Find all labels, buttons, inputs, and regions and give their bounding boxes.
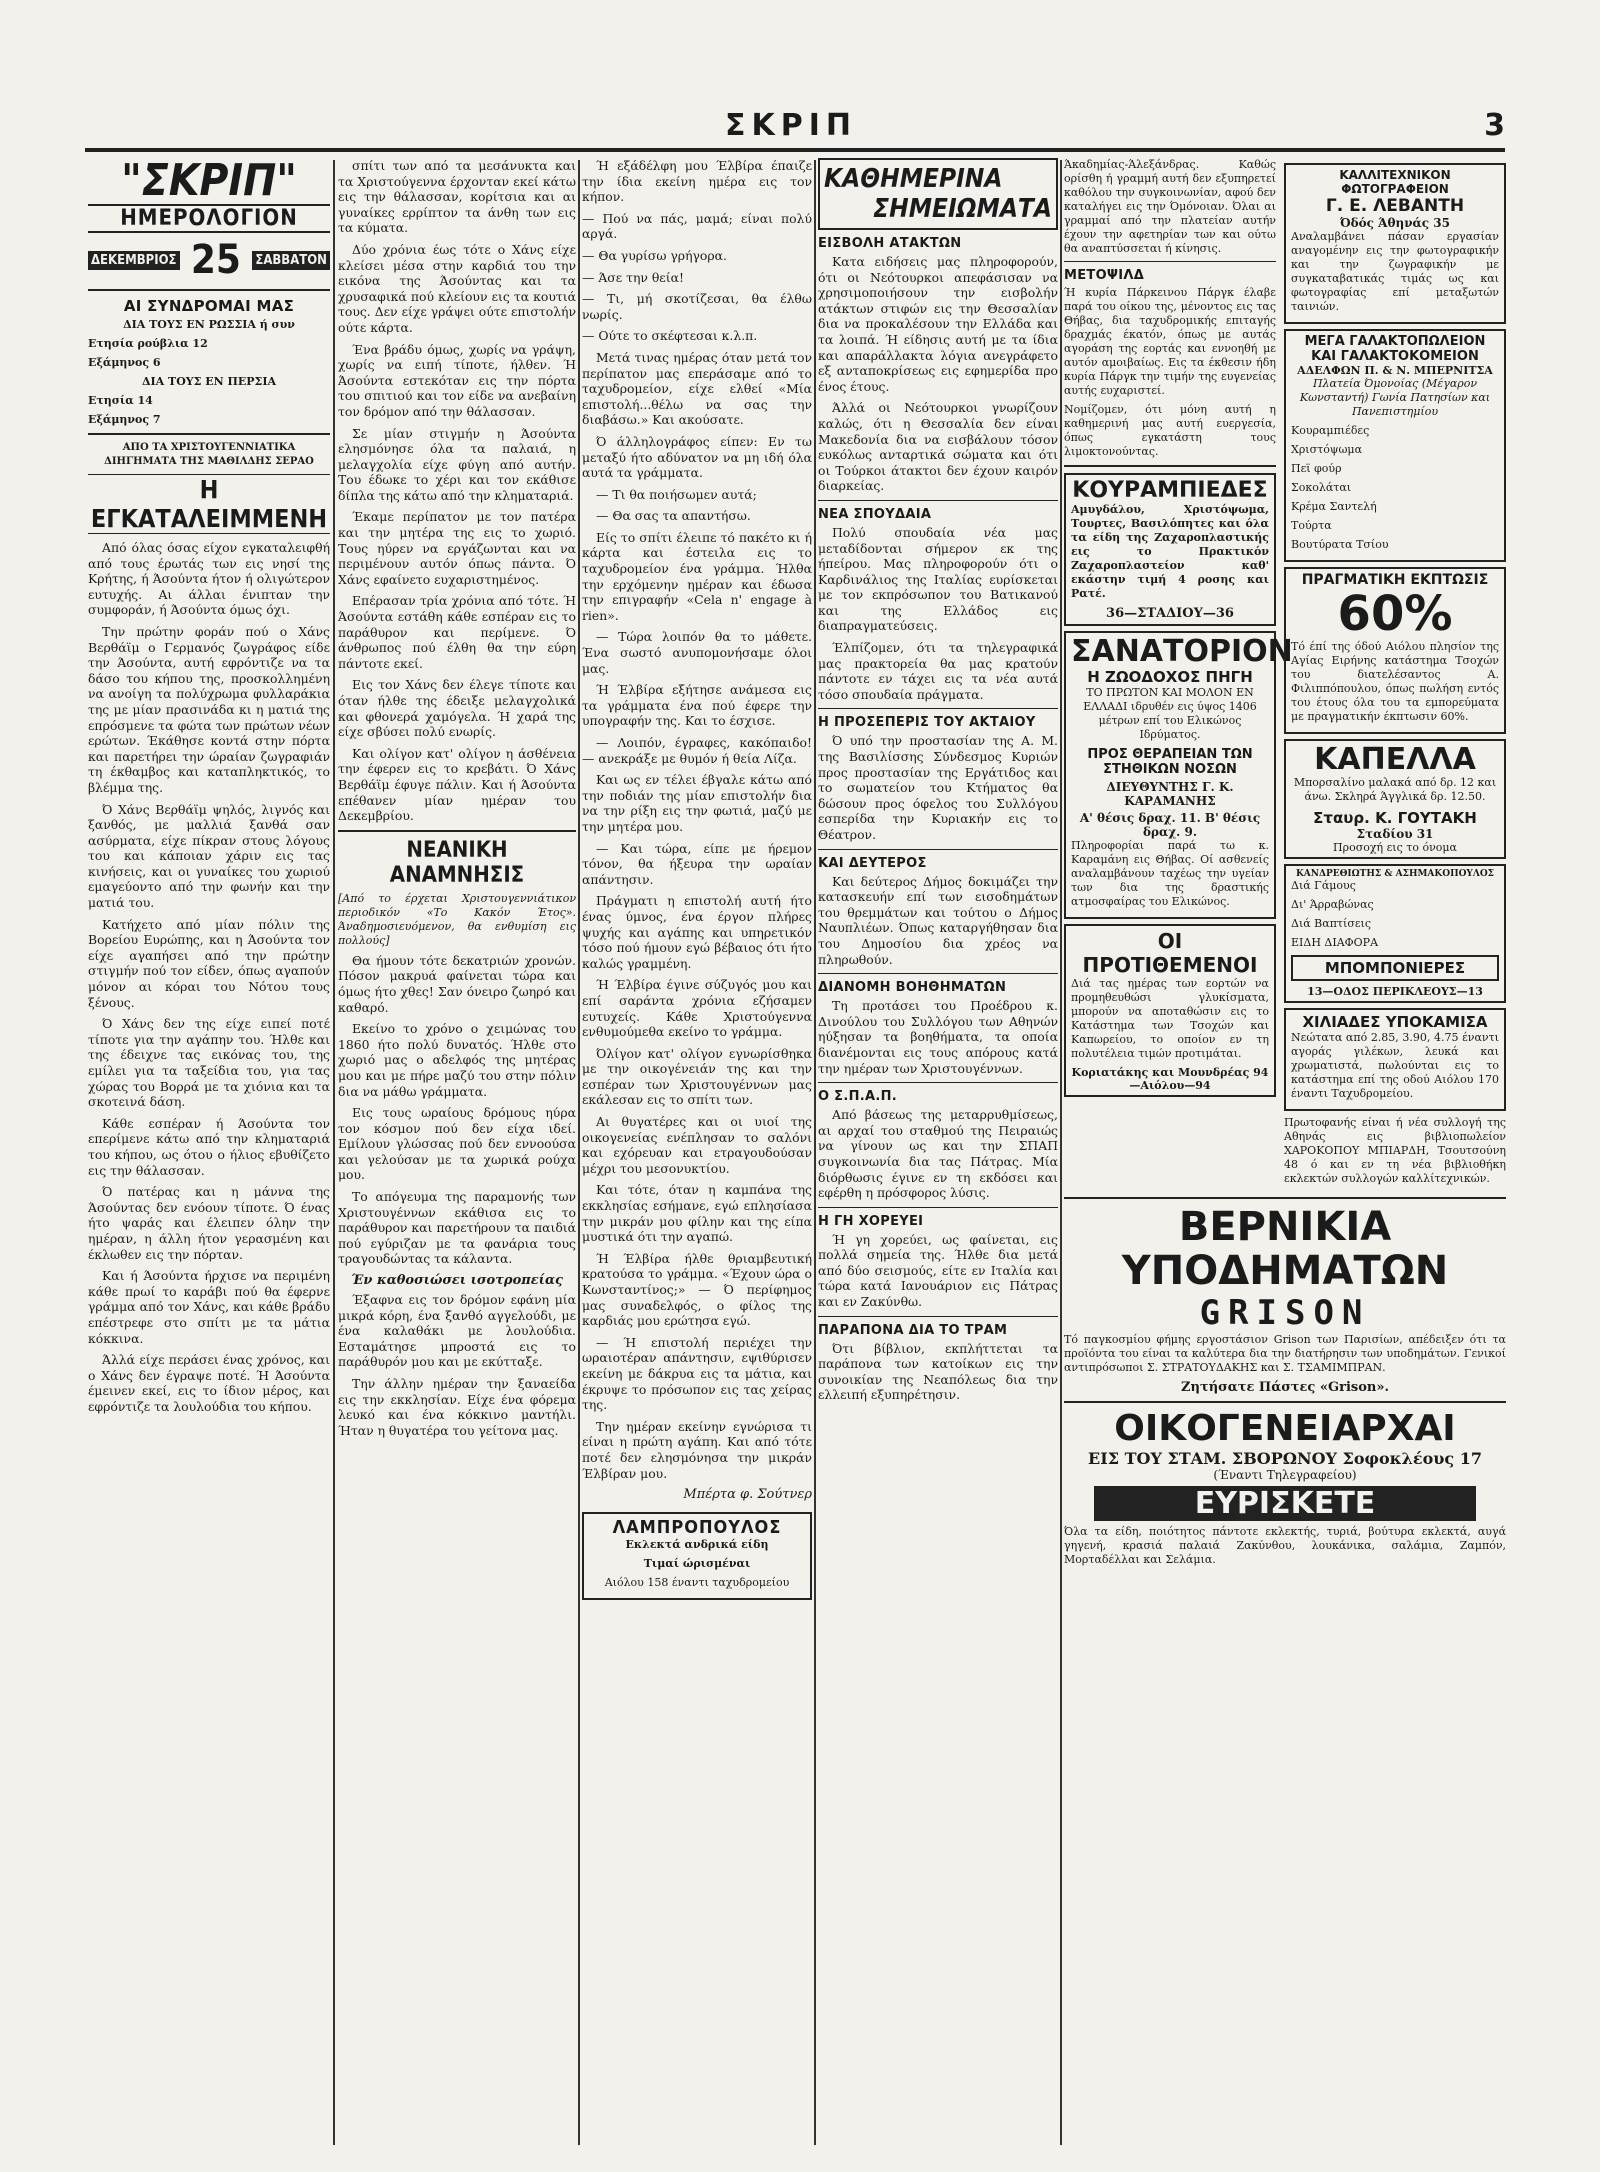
column-4	[818, 158, 1058, 2143]
article-paragraph: Ή Έλβίρα εξήτησε ανάμεσα εις τα γράμματα ένα πού έφερε την υπογραφήν της. Και το έσχισε.	[582, 682, 812, 729]
ad-item: Δι' Άρραβώνας	[1291, 898, 1374, 911]
divider	[818, 1316, 1058, 1317]
article-paragraph: Θα ήμουν τότε δεκατριών χρονών. Πόσον μακρυά φαίνεται τώρα και όμως ήτο χθες! Σαν όνειρο ζωηρό και καθαρό.	[338, 952, 576, 1015]
author-signature: Μπέρτα φ. Σούτνερ	[683, 1487, 812, 1503]
ad-text: Όλα τα είδη, ποιότητος πάντοτε εκλεκτής, τυριά, βούτυρα εκλεκτά, αυγά γηγενή, κρασιά παλαιά Ζακύνθου, λουκάνικα, σαλάμια, Ζαμπόν, Μορταδέλλαι και Σελάμια.	[1064, 1525, 1506, 1566]
page-number: 3	[1484, 108, 1505, 143]
lampropoulos-ad	[582, 1512, 812, 1600]
ad-line: Εκλεκτά ανδρικά είδη	[625, 1538, 769, 1552]
news-paragraph: Πολύ σπουδαία νέα μας μεταδίδονται σήμερον εκ της ήπείρου. Μας πληροφορούν ότι ο Καρδινάλιος της Ιταλίας ευρίσκεται με τον εκπρόσωπον του Βατικανού και της Ελλάδος εις διαπραγματεύσεις.	[818, 524, 1058, 634]
article-paragraph: Εκείνο το χρόνο ο χειμώνας του 1860 ήτο πολύ δυνατός. Ήλθε στο χωριό μας ο αδελφός της μητέρας μου και με πήρε μαζύ του στην πόλιν δια να μάθω γράμματα.	[338, 1021, 576, 1099]
ad-title: ΜΕΓΑ ΓΑΛΑΚΤΟΠΩΛΕΙΟΝ ΚΑΙ ΓΑΛΑΚΤΟΚΟΜΕΙΟΝ	[1304, 334, 1486, 364]
story-paragraph: Από όλας όσας είχον εγκαταλειφθή από τους έρωτάς των εις νησί της Κρήτης, ή Άσούντα ήτον ή ολιγώτερον ευτυχής. Αι άλλαι ένιπταν την συμφοράν, ή Άσούντα όμως όχι.	[88, 540, 330, 618]
column-1	[88, 158, 330, 2143]
news-paragraph: Ή κυρία Πάρκεινου Πάργκ έλαβε παρά του οίκου της, μένοντος εις τας Θήβας, δια ταχυδρομικής επιταγής δραχμάς έκατόν, όπως με αυτάς αγοράση της εορτάς και εννοηθή με αυτόν αμοιβαίως. Εις τα έκθεσιν ήδη κυρία Πάργκ την τιμήν της ευγενείας αυτής ευχαριστεί.	[1064, 286, 1276, 397]
article-paragraph: — Ή επιστολή περιέχει την ωραιοτέραν απάντησιν, εψιθύρισεν εκείνη με δάκρυα εις τα μάτια, και έκρυψε το πρόσωπον εις τας χείρας της.	[582, 1334, 812, 1413]
ad-address: 36—ΣΤΑΔΙΟΥ—36	[1106, 606, 1234, 621]
section-title: ΝΕΑΝΙΚΗ ΑΝΑΜΝΗΣΙΣ	[389, 837, 525, 888]
article-paragraph: Ό άλληλογράφος είπεν: Εν τω μεταξύ ήτο αδύνατον να μη ιδή όλα αυτά τα γράμματα.	[582, 433, 812, 481]
ad-name: Γ. Ε. ΛΕΒΑΝΤΗ	[1325, 196, 1465, 216]
article-paragraph: Είς το σπίτι έλειπε τό πακέτο κι ή κάρτα και έστειλα εις το ταχυδρομείον ένα γράμμα. Ήλθα την ερχόμενην ημέραν και έδωσα την επιγραφήν «Cela n' engage à rien».	[582, 529, 812, 623]
dairy-ad	[1284, 329, 1506, 562]
ad-text: Νεώτατα από 2.85, 3.90, 4.75 έναντι αγοράς γιλέκων, λευκά και χρωματιστά, πωλούνται εις το κατάστημα επί της οδού Αιόλου 170 έναντι Ταχυδρομείου.	[1291, 1031, 1499, 1100]
ads-top-region	[1064, 158, 1506, 1191]
ad-item: Κουραμπιέδες	[1291, 424, 1370, 437]
article-paragraph: Ή Έλβίρα ήλθε θριαμβευτική κρατούσα το γράμμα. «Έχουν ώρα ο Κωνσταντίνος;» — Ό περίφημος μας συναδελφός, ο φίλος της καρδιάς μου ερώτησα εγώ.	[582, 1250, 812, 1329]
dialog-line: — Θα γυρίσω γρήγορα.	[582, 247, 727, 263]
ad-item: Χριστόψωμα	[1291, 443, 1363, 456]
ad-title: ΚΑΛΛΙΤΕΧΝΙΚΟΝ ΦΩΤΟΓΡΑΦΕΙΟΝ	[1339, 168, 1451, 196]
ad-item: Σοκολάται	[1291, 481, 1352, 494]
ad-item: Κρέμα Σαντελή	[1291, 500, 1377, 513]
news-paragraph: Ότι βίβλιον, εκπλήττεται τα παράπονα των κατοίκων εις την συνοικίαν της Νεαπόλεως δια την ελλειπή εξυπηρέτησιν.	[818, 1340, 1058, 1403]
masthead-title: ΣΚΡΙΠ	[725, 108, 857, 143]
ad-item: Τούρτα	[1291, 519, 1332, 532]
article-paragraph: — Θα σας τα απαντήσω.	[596, 508, 751, 524]
divider	[1064, 1401, 1506, 1403]
family-heads-ad	[1064, 1409, 1506, 1567]
column-divider	[578, 160, 580, 2145]
ad-price: Α' θέσις δραχ. 11. Β' θέσις δραχ. 9.	[1079, 811, 1261, 839]
ad-text: Αμυγδάλου, Χριστόψωμα, Τουρτες, Βασιλόπητες και όλα τα είδη της Ζαχαροπλαστικής εις το Πρακτικόν Ζαχαροπλαστείον καθ' εκάστην τιμή 4 ροσης και Ρατέ.	[1071, 503, 1269, 600]
subscription-line: Ετησία 14	[88, 394, 153, 407]
subscription-line: Εξάμηνος 6	[88, 356, 161, 369]
article-paragraph: Εις τους ωραίους δρόμους ηύρα τον κόσμον πού δεν είχα ιδεί. Εμίλουν γλώσσας πού δεν εννοούσα και γελούσαν με τα χωρικά ρούχα μου.	[338, 1105, 576, 1183]
subscriptions-russia: ΔΙΑ ΤΟΥΣ ΕΝ ΡΩΣΣΙΑ ή συν	[123, 318, 295, 331]
news-paragraph: Τη προτάσει του Προέδρου κ. Δινούλου του Συλλόγου των Αθηνών ηύξησαν τα βοηθήματα, τα οποία διανέμονται εις τους απόρους κατά την ημέραν των Χριστουγέννων.	[818, 998, 1058, 1076]
news-paragraph: Έλπίζομεν, ότι τα τηλεγραφικά μας πρακτορεία θα μας κρατούν πάντοτε εν τάχει εις τα νέα αυτά τόσο σπουδαία πράγματα.	[818, 640, 1058, 702]
bookshop-ad: Πρωτοφανής είναι ή νέα συλλογή της Αθηνάς εις βιβλιοπωλείον ΧΑΡΟΚΟΠΟΥ ΜΠΙΑΡΔΗ, Τσουτσούνη 48 ό και εν τη νέα βιβλιοθήκη εκλεκτών συλλογών καλλίτεχνικών.	[1284, 1116, 1506, 1185]
story-paragraph: Την πρώτην φοράν πού ο Χάνς Βερθάϊμ ο Γερμανός ζωγράφος είδε την Άσούντα, αυτή εφρόντιζε να τα δάσο του κήπου της, προσκολλημένη να ανοίγη τα πολύχρωμα φυλλαράκια της με μίαν πρασινάδα κι η ματιά της επρόσμενε τα φώτα των πρώτων νέων ερώτων. Έκάθησε κοντά στην πόρτα και παρετήρει την ώραίαν ζωγραφιάν τη έκθαμβος και καταπληκτικός, το βλέμμα της.	[88, 623, 330, 795]
column-5	[1064, 158, 1506, 2143]
news-paragraph: Άλλά οι Νεότουρκοι γνωρίζουν καλώς, ότι η Θεσσαλία δεν είναι Μακεδονία δια να εισβάλουν τόσον ευκόλως ανταρτικά σώματα και ότι οι Τούρκοι άτακτοι δεν έχουν καιρόν διαρκείας.	[818, 400, 1058, 494]
discount-ad	[1284, 567, 1506, 734]
story-title: Η ΕΓΚΑΤΑΛΕΙΜΜΕΝΗ	[88, 474, 330, 534]
divider	[1064, 465, 1276, 467]
ad-title: ΣΑΝΑΤΟΡΙΟΝ	[1071, 634, 1293, 669]
divider	[88, 433, 330, 435]
ad-title: ΒΕΡΝΙΚΙΑ ΥΠΟΔΗΜΑΤΩΝ	[1121, 1204, 1449, 1294]
daily-notes-header	[818, 158, 1058, 230]
ad-footer: Κοριατάκης και Μουνδρέας 94—Αιόλου—94	[1071, 1066, 1269, 1092]
story-paragraph: Ό Χάνς δεν της είχε ειπεί ποτέ τίποτε για την αγάπην του. Ήλθε και της έδειχνε τας εικόνας του, της εμίλει για τα ταξείδια του, για τας χώρας του Βορρά με τα χιόνια και τα σκοτεινά δάση.	[88, 1016, 330, 1110]
news-paragraph: Ή γη χορεύει, ως φαίνεται, εις πολλά σημεία της. Ήλθε δια μετά από δύο σεισμούς, είτε εν Ιταλία και τώρα κατά Ιανουάριον εις Πάτρας και εν Ζακύνθω.	[818, 1231, 1058, 1310]
subscription-line: Εξάμηνος 7	[88, 413, 161, 426]
ad-big-word: ΕΥΡΙΣΚΕΤΕ	[1094, 1486, 1476, 1521]
dialog-line: — Τι, μή σκοτίζεσαι, θα έλθω νωρίς.	[582, 291, 812, 322]
story-paragraph: Άλλά είχε περάσει ένας χρόνος, και ο Χάνς δεν έγραψε ποτέ. Ή Άσούντα έμεινεν εκεί, εις το ίδιον μέρος, και εφρόντιζε τα λουλούδια του κήπου.	[88, 1352, 330, 1414]
ad-stamp: ΜΠΟΜΠΟΝΙΕΡΕΣ	[1291, 955, 1499, 981]
ad-address: Σταδίου 31	[1356, 827, 1434, 841]
story-paragraph: σπίτι των από τα μεσάνυκτα και τα Χριστούγεννα έρχονταν εκεί κάτω εις την θάλασσαν, κορίτσια και αι γυναίκες ερρίπτον τα άνθη των εις τα κύματα.	[338, 158, 576, 236]
ad-item: Διά Γάμους	[1291, 879, 1356, 892]
article-paragraph: Και τότε, όταν η καμπάνα της εκκλησίας εσήμανε, εγώ επλησίασα την μικράν μου φίλην και της είπα μυστικά ότι την αγαπώ.	[582, 1182, 812, 1245]
divider	[1064, 261, 1276, 262]
divider	[1064, 1197, 1506, 1199]
news-paragraph: Κατα ειδήσεις μας πληροφορούν, ότι οι Νεότουρκοι απεφάσισαν να χρησιμοποιήσουν την εισβολήν ατάκτων στιφών εις την Θεσσαλίαν δια να προκαλέσουν την Ελλάδα και τα λοιπά. Ή είδησις αυτή με τα ίδια και απαράλλακτα λόγια ανεγράφετο εξ ανταποκρίσεως εις εφημερίδα προ ένος έτους.	[818, 254, 1058, 394]
series-note: ΑΠΟ ΤΑ ΧΡΙΣΤΟΥΓΕΝΝΙΑΤΙΚΑ ΔΙΗΓΗΜΑΤΑ ΤΗΣ ΜΑΘΙΛΔΗΣ ΣΕΡΑΟ	[104, 442, 314, 467]
ad-item: ΕΙΔΗ ΔΙΑΦΟΡΑ	[1291, 936, 1379, 949]
ad-item: Βουτύρατα Τσίου	[1291, 538, 1389, 551]
ad-item: Διά Βαπτίσεις	[1291, 917, 1372, 930]
ad-address: Όδός Άθηνάς 35	[1340, 216, 1450, 230]
ad-line: Τιμαί ώρισμέναι	[643, 1557, 751, 1571]
article-paragraph: Και ως εν τέλει έβγαλε κάτω από την ποδιάν της μίαν επιστολήν δια να την ρίξη εις την φωτιά, μαζύ με την μητέρα μου.	[582, 772, 812, 834]
bomboniere-ad	[1284, 864, 1506, 1003]
ad-address: 13—ΟΔΟΣ ΠΕΡΙΚΛΕΟΥΣ—13	[1307, 985, 1483, 998]
news-paragraph: Άκαδημίας-Άλεξάνδρας. Καθώς ορίσθη ή γραμμή αυτή δεν εξυπηρετεί καθόλου την συγκοινωνίαν, αφού δεν καταλήγει εις την Όμόνοιαν. Όλαι αι γραμμαί από την πλατείαν αυτήν έχουν την αφετηρίαν των και ούτω θα αναπτύσσεται ή κίνησις.	[1064, 158, 1276, 255]
sanatorium-ad	[1064, 631, 1293, 919]
ad-subtitle: ΑΔΕΛΦΩΝ Π. & Ν. ΜΠΕΡΝΙΤΣΑ	[1297, 364, 1493, 377]
article-paragraph: — Τι θα ποιήσωμεν αυτά;	[596, 486, 757, 502]
news-heading: Η ΓΗ ΧΟΡΕΥΕΙ	[818, 1213, 924, 1229]
divider	[818, 1207, 1058, 1208]
calendar-weekday: ΣΑΒΒΑΤΟΝ	[252, 251, 330, 270]
ad-text: Διά τας ημέρας των εορτών να προμηθευθώσι γλυκίσματα, μπορούν να αποταθώσιν εις το Κατάστημα των Τσοχών και Καπωρείου, το οποίον εν τη πολυτέλεια τιμών προτιμάται.	[1071, 977, 1269, 1060]
story-paragraph: Κατήχετο από μίαν πόλιν της Βορείου Ευρώπης, και η Άσούντα τον είχε αγαπήσει από την πρώτην στιγμήν πού τον είδεν, όπως αγαπούν μόνον αι κόραι του Νότου τους ξένους.	[88, 916, 330, 1010]
divider	[818, 708, 1058, 709]
divider	[818, 1082, 1058, 1083]
ad-title: ΚΑΝΔΡΕΘΙΩΤΗΣ & ΑΣΗΜΑΚΟΠΟΥΛΟΣ	[1295, 869, 1495, 879]
story-paragraph: Κάθε εσπέραν ή Άσούντα τον επερίμενε κάτω από την κληματαριά του κήπου, ως ότου ο ήλιος εβυθίζετο εις την θάλασσαν.	[88, 1115, 330, 1178]
news-paragraph: Από βάσεως της μεταρρυθμίσεως, αι αρχαί του σταθμού της Πειραιώς να γίνουν ως και την ΣΠΑΠ συγκοινωνία δια τας Πάτρας. Μία διόρθωσις έγινε εν τη εκδόσει και εφέρθη η πρόσφορος λύσις.	[818, 1107, 1058, 1201]
news-heading: Η ΠΡΟΣΕΠΕΡΙΣ ΤΟΥ ΑΚΤΑΙΟΥ	[818, 715, 1036, 731]
ad-title: ΛΑΜΠΡΟΠΟΥΛΟΣ	[612, 1517, 782, 1539]
ad-text: Αναλαμβάνει πάσαν εργασίαν αναγομένην εις την φωτογραφικήν και την ζωγραφικήν με συγκαταβατικάς τιμάς ως και φωτογραφίας επί μεταξωτών ταινιών.	[1291, 230, 1499, 313]
section-subnote: [Από το έρχεται Χριστουγεννιάτικον περιοδικόν «Το Κακόν Έτος». Άναδημοσιευόμενον, θα ενθυμίση εις πολλούς]	[338, 891, 576, 947]
ad-text: Μπορσαλίνο μαλακά από δρ. 12 και άνω. Σκληρά Άγγλικά δρ. 12.50.	[1293, 776, 1497, 803]
ad-subtitle: ΕΙΣ ΤΟΥ ΣΤΑΜ. ΣΒΟΡΩΝΟΥ Σοφοκλέους 17	[1088, 1449, 1482, 1468]
column-divider	[333, 160, 335, 2145]
news-heading: ΜΕΤΟΨΙΛΔ	[1064, 268, 1145, 283]
daily-notes-header-a: ΚΑΘΗΜΕΡΙΝΑ	[824, 164, 1003, 194]
article-paragraph: Αι θυγατέρες και οι υιοί της οικογενείας ενέπλησαν το σαλόνι και εχόρευαν και ετραγουδούσαν μέχρι του μεσονυκτίου.	[582, 1114, 812, 1176]
ad-percent: 60%	[1337, 586, 1453, 642]
article-paragraph: Την ημέραν εκείνην εγνώρισα τι είναι η πρώτη αγάπη. Και από τότε ποτέ δεν ελησμόνησα την μικράν Έλβίραν μου.	[582, 1418, 812, 1481]
hats-ad	[1284, 739, 1506, 859]
ad-title: ΚΟΥΡΑΜΠΙΕΔΕΣ	[1072, 478, 1268, 503]
news-heading: ΝΕΑ ΣΠΟΥΔΑΙΑ	[818, 506, 932, 522]
ad-text: Τό έπί της όδού Αιόλου πλησίον της Αγίας Ειρήνης κατάστημα Τσοχών του διατελέσαντος Α. Φιλιππόπουλου, όπως πωλήση εντός του έτους όλα του τα εμπορεύματα με πραγματικήν έκπτωσιν 60%.	[1291, 640, 1499, 723]
ad-subtitle: Η ΖΩΟΔΟΧΟΣ ΠΗΓΗ	[1087, 668, 1253, 686]
ad-text: Τό παγκοσμίου φήμης εργοστάσιον Grison των Παρισίων, απέδειξεν ότι τα προϊόντα του είναι τα καλύτερα δια την διατήρησιν των υποδημάτων. Γενικοί αντιπρόσωποι Σ. ΣΤΡΑΤΟΥΔΑΚΗΣ και Σ. ΤΣΑΜΙΜΠΡΑΝ.	[1064, 1333, 1506, 1374]
news-heading: ΕΙΣΒΟΛΗ ΑΤΑΚΤΩΝ	[818, 236, 962, 251]
column-2	[338, 158, 576, 2143]
calendar-subtitle: ΗΜΕΡΟΛΟΓΙΟΝ	[88, 204, 330, 233]
ad-note: Προσοχή εις το όνομα	[1333, 841, 1457, 854]
story-paragraph: Και ολίγον κατ' ολίγον η άσθένεια την έφερεν εις το κρεβάτι. Ό Χάνς Βερθάϊμ έφυγε πάλιν. Και ή Άσούντα επέθανεν μίαν ημέραν του Δεκεμβρίου.	[338, 745, 576, 824]
article-paragraph: Την άλλην ημέραν την ξαναείδα εις την εκκλησίαν. Είχε ένα φόρεμα λευκό και ένα κόκκινο μαντήλι. Ήταν η θυγατέρα του γείτονα μας.	[338, 1376, 576, 1438]
divider	[338, 830, 576, 832]
ads-subcolumn-right	[1284, 158, 1506, 1191]
subscription-line: Ετησία ρούβλια 12	[88, 337, 208, 350]
article-paragraph: — Τώρα λοιπόν θα το μάθετε. Ένα σωστό ανυπομονήσαμε όλοι μας.	[582, 629, 812, 676]
story-paragraph: Σε μίαν στιγμήν η Άσούντα ελησμόνησε όλα τα παλαιά, η μελαγχολία είχε φύγη από αυτήν. Του έδωκε το χέρι και τον εκάθισε δίπλα της κάτω από την κληματαριά.	[338, 425, 576, 503]
masthead-rule	[85, 148, 1505, 152]
article-paragraph: Έξαφνα εις τον δρόμον εφάνη μία μικρά κόρη, ένα ξανθό αγγελούδι, με ένα καλαθάκι με λουλούδια. Εσταμάτησε μπροστά εις το παράθυρόν μου και με εκύτταξε.	[338, 1292, 576, 1370]
subscriptions-title: ΑΙ ΣΥΝΔΡΟΜΑΙ ΜΑΣ	[123, 297, 295, 315]
dialog-line: — Πού να πάς, μαμά; είναι πολύ αργά.	[582, 210, 812, 242]
story-paragraph: Επέρασαν τρία χρόνια από τότε. Ή Άσούντα εστάθη κάθε εσπέραν εις το παράθυρον και περίμενε. Ό άνθρωπος πού έλθη θα την εύρη πάντοτε εκεί.	[338, 593, 576, 671]
story-paragraph: Εις τον Χάνς δεν έλεγε τίποτε και όταν ήλθε της έδειξε μελαγχολικά και φθονερά χαμόγελα. Ή χαρά της είχε σβύσει πολύ ενωρίς.	[338, 677, 576, 740]
ad-title: ΟΙ ΠΡΟΤΙΘΕΜΕΝΟΙ	[1082, 929, 1258, 977]
ad-footer: Ζητήσατε Πάστες «Grison».	[1181, 1380, 1389, 1395]
daily-notes-header-b: ΣΗΜΕΙΩΜΑΤΑ	[873, 194, 1052, 224]
story-paragraph: Και ή Άσούντα ήρχισε να περιμένη κάθε πρωί το καράβι πού θα έφερνε γράμμα από τον Χάνς, και κάθε βράδυ επέστρεφε στο σπίτι με τα μάτια κόκκινα.	[88, 1268, 330, 1346]
ad-brand: GRISON	[1199, 1293, 1371, 1333]
column-divider	[814, 160, 816, 2145]
calendar-title: "ΣΚΡΙΠ"	[121, 158, 297, 206]
ad-item: Πεϊ φούρ	[1291, 462, 1342, 475]
story-paragraph: Ένα βράδυ όμως, χωρίς να γράψη, χωρίς να ειπή τίποτε, ήλθεν. Ή Άσούντα εστεκόταν εις την πόρτα του σπιτιού και τον είδε να ανεβαίνη τον δρόμον από την θάλασσαν.	[338, 341, 576, 419]
divider	[88, 289, 330, 291]
protithemenoi-ad	[1064, 924, 1276, 1097]
article-paragraph: Ή Έλβίρα έγινε σύζυγός μου και επί σαράντα χρόνια εζήσαμεν ευτυχείς. Κάθε Χριστούγεννα ενθυμούμεθα εκείνο το γράμμα.	[582, 977, 812, 1040]
news-paragraph: Και δεύτερος Δήμος δοκιμάζει την κατασκευήν επί των εισοδημάτων του θρεμμάτων και τούτου ο Δήμος Ναυπλιέων. Όπως καταργήθησαν δια του Δημοσίου δια χρέος να πληρωθούν.	[818, 873, 1058, 967]
ad-title: ΧΙΛΙΑΔΕΣ ΥΠΟΚΑΜΙΣΑ	[1302, 1013, 1488, 1031]
masthead	[85, 108, 1505, 152]
calendar-day: 25	[190, 237, 241, 283]
story-paragraph: Ό πατέρας και η μάννα της Άσούντας δεν ενόουν τίποτε. Ό ένας ήτο ψαράς και έλειπεν όλην την ημέραν, η άλλη ήτον γερασμένη και έκλωθεν εις την πόρταν.	[88, 1184, 330, 1262]
column-3	[582, 158, 812, 2143]
ad-title: ΚΑΠΕΛΛΑ	[1314, 742, 1476, 777]
ad-note: (Έναντι Τηλεγραφείου)	[1213, 1468, 1357, 1482]
ad-name: Σταυρ. Κ. ΓΟΥΤΑΚΗ	[1313, 809, 1477, 827]
ad-director: ΔΙΕΥΘΥΝΤΗΣ Γ. Κ. ΚΑΡΑΜΑΝΗΣ	[1106, 780, 1234, 808]
news-heading: ΚΑΙ ΔΕΥΤΕΡΟΣ	[818, 855, 927, 871]
story-paragraph: Δύο χρόνια έως τότε ο Χάνς είχε κλείσει μέσα στην καρδιά του την εικόνα της Άσούντας και τα χρυσαφικά πού κλείουν εις τα κουτιά τους. Δεν είχε γράψει ούτε επιστολήν ούτε κάρτα.	[338, 241, 576, 335]
ad-title: ΟΙΚΟΓΕΝΕΙΑΡΧΑΙ	[1114, 1408, 1456, 1449]
divider	[818, 973, 1058, 974]
subscription-line: ΔΙΑ ΤΟΥΣ ΕΝ ΠΕΡΣΙΑ	[141, 375, 277, 388]
ad-heading: ΠΡΟΣ ΘΕΡΑΠΕΙΑΝ ΤΩΝ ΣΤΗΘΙΚΩΝ ΝΟΣΩΝ	[1087, 747, 1253, 777]
ad-address: Πλατεία Όμονοίας (Μέγαρον Κωνσταντή) Γωνία Πατησίων και Πανεπιστημίου	[1299, 377, 1491, 418]
divider	[818, 500, 1058, 501]
story-paragraph: Ό Χάνς Βερθάϊμ ψηλός, λιγνός και ξανθός, με μαλλιά ξανθά σαν ασύρματα, είχε πίκραν στους λόγους του και κάποιαν χάριν εις τας κινήσεις, και οι γυναίκες του χωριού εμαγεύοντο από την φωνήν και την ματιά του.	[88, 801, 330, 911]
shirts-ad	[1284, 1008, 1506, 1111]
article-paragraph: — Και τώρα, είπε με ήρεμον τόνον, θα ήξευρα την ωραίαν απάντησιν.	[582, 840, 812, 887]
calendar-month: ΔΕΚΕΜΒΡΙΟΣ	[88, 251, 180, 270]
calendar-date-row	[88, 237, 330, 283]
article-paragraph: Όλίγον κατ' ολίγον εγνωρίσθηκα με την οικογένειάν της και την εσπέραν των Χριστουγέννων μας εκάλεσαν εις το σπίτι των.	[582, 1045, 812, 1108]
dialog-line: — Άσε την θεία!	[582, 269, 684, 285]
ad-text: Πληροφορίαι παρά τω κ. Καραμάνη εις Θήβας. Οί ασθενείς αναλαμβάνουν ταχέως την υγείαν των δια της δραστικής ατμοσφαίρας του Ελικώνος.	[1071, 839, 1269, 908]
news-paragraph: Ό υπό την προστασίαν της Α. Μ. της Βασιλίσσης Σύνδεσμος Κυριών προς προστασίαν της Εργάτιδος και το σωματείον του Κτήματος θα δώσουν προς όφελος του Συλλόγου εσπερίδα την Κυριακήν εις το Θέατρον.	[818, 733, 1058, 842]
article-paragraph: Πράγματι η επιστολή αυτή ήτο ένας ύμνος, ένα έργον πλήρες ψυχής και αγάπης και υπηρετικόν τόσο πού ήμουν εγώ βέβαιος ότι ήτο καλώς γραμμένη.	[582, 893, 812, 971]
ad-line: Αιόλου 158 έναντι ταχυδρομείου	[604, 1576, 790, 1590]
photo-studio-ad	[1284, 163, 1506, 324]
kourampiedes-ad	[1064, 473, 1276, 626]
news-heading: ΠΑΡΑΠΟΝΑ ΔΙΑ ΤΟ ΤΡΑΜ	[818, 1322, 1008, 1338]
ad-text: ΤΟ ΠΡΩΤΟΝ ΚΑΙ ΜΟΛΟΝ ΕΝ ΕΛΛΑΔΙ ιδρυθέν εις ύψος 1406 μέτρων επί του Ελικώνος Ιδρύματος.	[1083, 686, 1257, 741]
article-paragraph: — Λοιπόν, έγραφες, κακόπαιδο! — ανεκράξε με θυμόν ή θεία Λίζα.	[582, 735, 812, 766]
ads-subcolumn-left	[1064, 158, 1293, 1191]
news-heading: Ο Σ.Π.Α.Π.	[818, 1089, 898, 1105]
subheading: Έν καθοσιώσει ισοτροπείας	[351, 1273, 563, 1289]
story-paragraph: Έκαμε περίπατον με τον πατέρα και την μητέρα της εις το χωριό. Τους ηύρεν να εργάζωνται και να περιμένουν αυτόν όπως πάντα. Ό Χάνς εφαίνετο ευχαριστημένος.	[338, 509, 576, 587]
ad-title: ΠΡΑΓΜΑΤΙΚΗ ΕΚΠΤΩΣΙΣ	[1301, 572, 1489, 588]
article-paragraph: Ή εξάδέλφη μου Έλβίρα έπαιζε την ίδια εκείνη ημέρα εις τον κήπον.	[582, 158, 812, 205]
news-heading: ΔΙΑΝΟΜΗ ΒΟΗΘΗΜΑΤΩΝ	[818, 980, 1007, 996]
article-paragraph: Το απόγευμα της παραμονής των Χριστουγέννων εκάθισα εις το παράθυρον και παρετήρουν τα παιδιά πού εγύριζαν με τα φανάρια τους τραγουδώντας τα κάλαντα.	[338, 1189, 576, 1267]
column-divider	[1060, 160, 1062, 2145]
dialog-line: — Ούτε το σκέφτεσαι κ.λ.π.	[582, 328, 758, 344]
article-paragraph: Μετά τινας ημέρας όταν μετά τον περίπατον μας επεράσαμε από το ταχυδρομείον, είχε ελθεί «Μία επιστολή...θέλω να σας την διαβάσω.» Και ακούσατε.	[582, 349, 812, 428]
news-paragraph: Νομίζομεν, ότι μόνη αυτή η καθημερινή μας αυτή ευεργεσία, όπως εγκατάστη τους λιμοκτονούντας.	[1064, 403, 1276, 458]
shoe-polish-ad	[1064, 1205, 1506, 1395]
divider	[818, 849, 1058, 850]
